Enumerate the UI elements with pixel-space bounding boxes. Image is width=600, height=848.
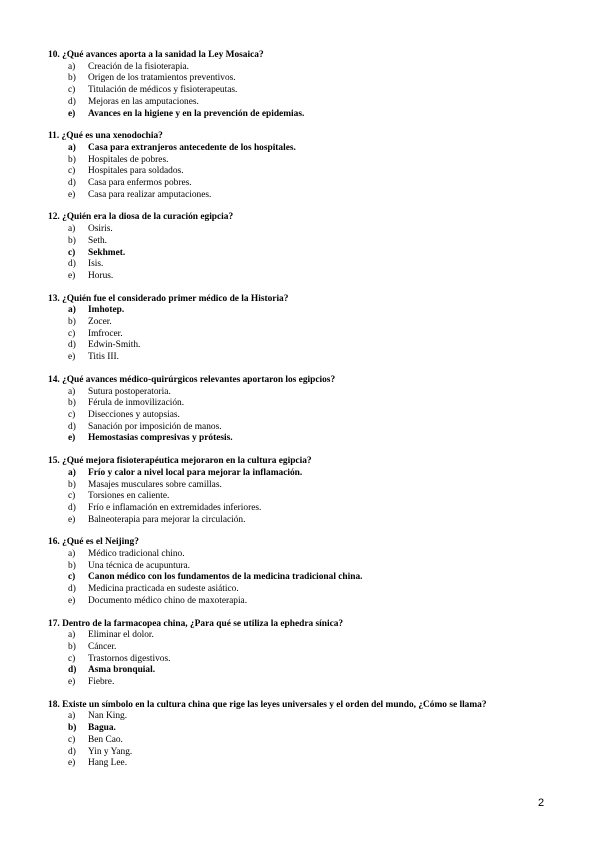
option-letter: c) <box>68 409 76 420</box>
option-text: Sekhmet. <box>88 247 126 258</box>
option-letter: c) <box>68 572 76 583</box>
option-letter: e) <box>68 352 76 363</box>
answer-option-correct <box>48 248 568 260</box>
option-letter: d) <box>68 665 77 676</box>
question-block <box>48 50 568 120</box>
option-letter: e) <box>68 189 76 200</box>
page-number: 2 <box>538 797 545 809</box>
option-text: Sanación por imposición de manos. <box>88 421 222 432</box>
answer-option <box>48 549 568 561</box>
answer-option <box>48 85 568 97</box>
question-block <box>48 131 568 201</box>
option-letter: e) <box>68 433 76 444</box>
option-letter: d) <box>68 502 76 513</box>
question-title: 16. ¿Qué es el Neijing? <box>48 537 139 548</box>
option-text: Imfrocer. <box>88 328 123 339</box>
option-text: Titis III. <box>88 352 119 363</box>
option-text: Yin y Yang. <box>88 746 133 757</box>
option-text: Osiris. <box>88 224 113 235</box>
option-letter: a) <box>68 142 76 153</box>
option-text: Cáncer. <box>88 641 117 652</box>
option-letter: b) <box>68 398 76 409</box>
answer-option-correct <box>48 109 568 121</box>
option-text: Creación de la fisioterapia. <box>88 61 189 72</box>
answer-option <box>48 224 568 236</box>
option-letter: b) <box>68 560 76 571</box>
answer-option <box>48 155 568 167</box>
option-text: Medicina practicada en sudeste asiático. <box>88 584 239 595</box>
answer-option <box>48 178 568 190</box>
answer-option <box>48 747 568 759</box>
option-letter: b) <box>68 73 76 84</box>
option-text: Bagua. <box>88 723 116 734</box>
answer-option <box>48 352 568 364</box>
option-letter: a) <box>68 61 76 72</box>
option-letter: d) <box>68 584 76 595</box>
answer-option <box>48 422 568 434</box>
answer-option <box>48 73 568 85</box>
option-text: Nan King. <box>88 711 128 722</box>
option-letter: b) <box>68 723 77 734</box>
answer-option <box>48 97 568 109</box>
option-letter: c) <box>68 653 76 664</box>
answer-option <box>48 515 568 527</box>
option-text: Zocer. <box>88 317 112 328</box>
option-text: Mejoras en las amputaciones. <box>88 96 199 107</box>
option-text: Casa para realizar amputaciones. <box>88 189 212 200</box>
option-text: Hospitales de pobres. <box>88 154 169 165</box>
option-letter: e) <box>68 108 76 119</box>
option-text: Documento médico chino de maxoterapia. <box>88 595 248 606</box>
answer-option-correct <box>48 665 568 677</box>
option-letter: b) <box>68 154 76 165</box>
answer-option-correct <box>48 572 568 584</box>
option-text: Canon médico con los fundamentos de la medicina tradicional china. <box>88 572 363 583</box>
option-letter: d) <box>68 340 76 351</box>
option-text: Médico tradicional chino. <box>88 549 185 560</box>
option-letter: d) <box>68 96 76 107</box>
option-text: Trastornos digestivos. <box>88 653 171 664</box>
option-letter: a) <box>68 467 76 478</box>
answer-option <box>48 340 568 352</box>
option-text: Frío e inflamación en extremidades inferiores. <box>88 502 262 513</box>
option-text: Hemostasias compresivas y prótesis. <box>88 433 233 444</box>
option-text: Seth. <box>88 235 108 246</box>
answer-option <box>48 480 568 492</box>
question-block <box>48 294 568 364</box>
answer-option <box>48 387 568 399</box>
option-text: Casa para extranjeros antecedente de los hospitales. <box>88 142 296 153</box>
option-text: Frío y calor a nivel local para mejorar la inflamación. <box>88 467 303 478</box>
option-letter: e) <box>68 595 76 606</box>
option-letter: c) <box>68 734 76 745</box>
answer-option <box>48 166 568 178</box>
answer-option <box>48 677 568 689</box>
option-letter: e) <box>68 758 76 769</box>
option-text: Casa para enfermos pobres. <box>88 178 192 189</box>
question-title: 17. Dentro de la farmacopea china, ¿Para qué se utiliza la ephedra sínica? <box>48 618 344 629</box>
option-letter: c) <box>68 247 76 258</box>
question-block <box>48 537 568 607</box>
option-letter: e) <box>68 270 76 281</box>
question-block <box>48 456 568 526</box>
answer-option <box>48 642 568 654</box>
answer-option <box>48 259 568 271</box>
option-letter: c) <box>68 328 76 339</box>
question-title: 10. ¿Qué avances aporta a la sanidad la Ley Mosaica? <box>48 50 264 60</box>
option-text: Avances en la higiene y en la prevención de epidemias. <box>88 108 305 119</box>
question-title: 18. Existe un símbolo en la cultura china que rige las leyes universales y el orden del mundo, ¿Cómo se llama? <box>48 699 487 710</box>
question-title: 11. ¿Qué es una xenodochia? <box>48 131 163 142</box>
option-letter: c) <box>68 166 76 177</box>
option-text: Edwin-Smith. <box>88 340 141 351</box>
answer-option <box>48 630 568 642</box>
answer-option <box>48 329 568 341</box>
option-text: Asma bronquial. <box>88 665 156 676</box>
option-text: Disecciones y autopsias. <box>88 409 180 420</box>
option-text: Origen de los tratamientos preventivos. <box>88 73 236 84</box>
option-letter: d) <box>68 178 76 189</box>
answer-option <box>48 236 568 248</box>
answer-option-correct <box>48 723 568 735</box>
answer-option <box>48 410 568 422</box>
option-text: Hang Lee. <box>88 758 128 769</box>
answer-option <box>48 398 568 410</box>
option-letter: d) <box>68 259 76 270</box>
question-title: 14. ¿Qué avances médico-quirúrgicos relevantes aportaron los egipcios? <box>48 374 336 385</box>
option-text: Férula de inmovilización. <box>88 398 185 409</box>
document-body <box>48 50 568 781</box>
question-title: 15. ¿Qué mejora fisioterapéutica mejoraron en la cultura egipcia? <box>48 456 312 467</box>
answer-option-correct <box>48 305 568 317</box>
answer-option <box>48 317 568 329</box>
option-letter: d) <box>68 421 76 432</box>
option-text: Balneoterapia para mejorar la circulación. <box>88 514 246 525</box>
option-text: Una técnica de acupuntura. <box>88 560 191 571</box>
option-text: Ben Cao. <box>88 734 123 745</box>
option-text: Imhotep. <box>88 305 125 316</box>
option-text: Titulación de médicos y fisioterapeutas. <box>88 85 238 96</box>
option-letter: e) <box>68 677 76 688</box>
option-letter: a) <box>68 549 76 560</box>
option-letter: a) <box>68 711 76 722</box>
question-block <box>48 619 568 689</box>
answer-option <box>48 62 568 74</box>
option-text: Eliminar el dolor. <box>88 630 154 641</box>
option-letter: a) <box>68 305 76 316</box>
option-text: Sutura postoperatoria. <box>88 386 171 397</box>
question-block <box>48 212 568 282</box>
option-letter: b) <box>68 641 76 652</box>
option-text: Isis. <box>88 259 104 270</box>
option-letter: a) <box>68 224 76 235</box>
answer-option <box>48 735 568 747</box>
answer-option <box>48 271 568 283</box>
question-title: 12. ¿Quién era la diosa de la curación egipcia? <box>48 212 234 223</box>
answer-option <box>48 758 568 770</box>
option-text: Horus. <box>88 270 114 281</box>
option-letter: b) <box>68 479 76 490</box>
option-letter: b) <box>68 317 76 328</box>
option-letter: c) <box>68 85 76 96</box>
option-letter: b) <box>68 235 76 246</box>
answer-option <box>48 561 568 573</box>
answer-option <box>48 190 568 202</box>
answer-option <box>48 596 568 608</box>
option-letter: d) <box>68 746 76 757</box>
answer-option <box>48 711 568 723</box>
question-block <box>48 375 568 445</box>
answer-option <box>48 503 568 515</box>
answer-option <box>48 491 568 503</box>
question-block <box>48 700 568 770</box>
option-letter: e) <box>68 514 76 525</box>
option-letter: c) <box>68 491 76 502</box>
option-letter: a) <box>68 630 76 641</box>
question-title: 13. ¿Quién fue el considerado primer médico de la Historia? <box>48 293 289 304</box>
option-text: Torsiones en caliente. <box>88 491 170 502</box>
answer-option-correct <box>48 143 568 155</box>
answer-option <box>48 654 568 666</box>
answer-option-correct <box>48 433 568 445</box>
option-text: Hospitales para soldados. <box>88 166 184 177</box>
option-text: Masajes musculares sobre camillas. <box>88 479 222 490</box>
option-text: Fiebre. <box>88 677 115 688</box>
option-letter: a) <box>68 386 76 397</box>
answer-option-correct <box>48 468 568 480</box>
answer-option <box>48 584 568 596</box>
